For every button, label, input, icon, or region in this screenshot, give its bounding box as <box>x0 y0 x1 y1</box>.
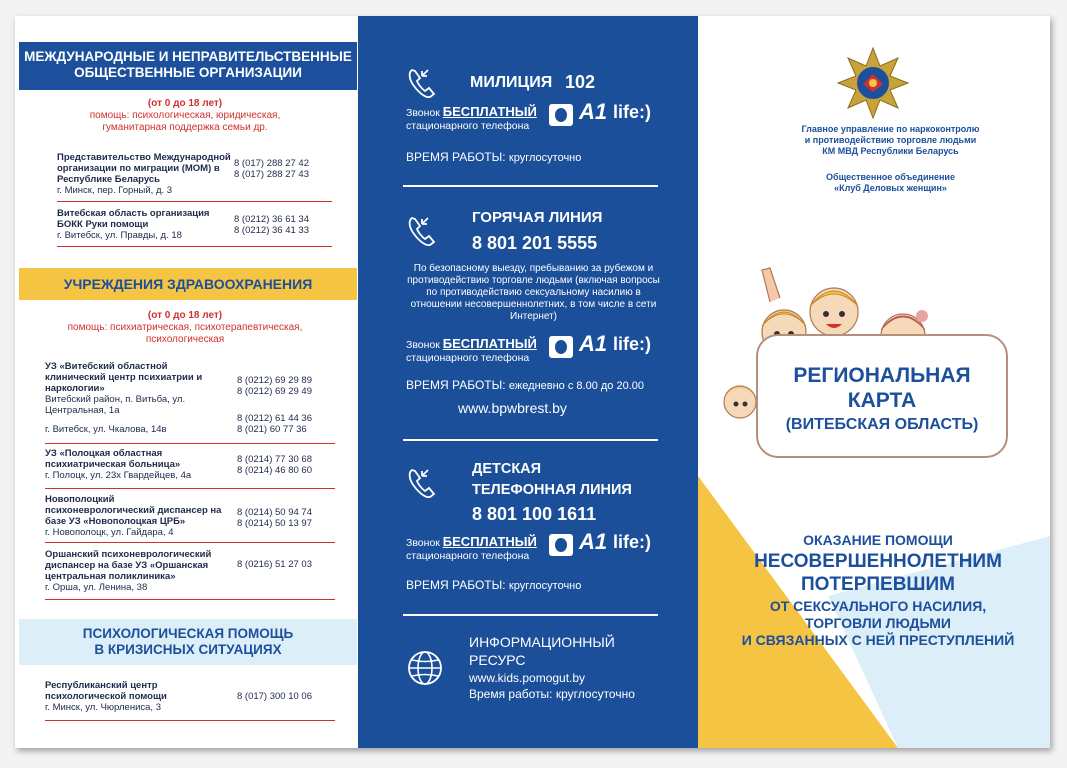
org-phones <box>237 375 317 397</box>
phone-number: 8 (0214) 46 80 60 <box>237 465 313 476</box>
ministry-emblem-icon <box>836 46 910 120</box>
health-entry <box>45 549 335 600</box>
org-line: «Клуб Деловых женщин» <box>834 183 947 193</box>
phone-number: 8 (0216) 51 27 03 <box>237 559 313 570</box>
org-address: г. Минск, пер. Горный, д. 3 <box>57 185 173 196</box>
child-line-title-2: ТЕЛЕФОННАЯ ЛИНИЯ <box>472 482 632 498</box>
operator-mts-logo <box>549 534 573 556</box>
org-address: г. Полоцк, ул. 23х Гвардейцев, 4а <box>45 470 192 481</box>
operator-life-logo: life:) <box>613 102 651 122</box>
phone-number: 8 (0214) 50 94 74 <box>237 507 313 518</box>
phone-number: 8 (021) 60 77 36 <box>237 424 307 435</box>
org-name: УЗ «Полоцкая областная психиатрическая больница» <box>45 448 181 470</box>
hours-value: круглосуточно <box>508 580 582 592</box>
footer-line: ТОРГОВЛИ ЛЮДЬМИ <box>805 615 951 631</box>
child-line-number: 8 801 100 1611 <box>472 504 597 524</box>
org-name: УЗ «Витебский областной клинический центр психиатрии и наркологии» <box>45 361 203 394</box>
org-address: г. Новополоцк, ул. Гайдара, 4 <box>45 527 174 538</box>
phone-number: 8 (0212) 36 41 33 <box>234 225 310 236</box>
org-name: Представительство Международной организации по миграции (МОМ) в Республике Беларусь <box>57 152 231 185</box>
org-phones <box>237 413 317 435</box>
phone-call-icon <box>406 466 442 502</box>
free-call-note <box>406 336 537 364</box>
operator-a1-logo: A1 <box>579 331 608 356</box>
call-prefix: Звонок <box>406 537 440 549</box>
working-hours <box>406 378 644 392</box>
org-address: г. Витебск, ул. Чкалова, 14в <box>45 424 167 435</box>
operator-a1-logo: A1 <box>579 99 608 124</box>
org-phones <box>237 507 317 529</box>
org-address: Витебский район, п. Витьба, ул. Центральная, 1а <box>45 394 186 416</box>
section-header-health: УЧРЕЖДЕНИЯ ЗДРАВООХРАНЕНИЯ <box>19 268 357 300</box>
org-phones <box>237 559 317 570</box>
help-line: помощь: психологическая, юридическая, <box>89 110 281 121</box>
divider <box>403 614 658 616</box>
women-club-org <box>768 172 1013 194</box>
org-address: г. Витебск, ул. Правды, д. 18 <box>57 230 182 241</box>
hours-label: ВРЕМЯ РАБОТЫ: <box>406 578 506 592</box>
phone-number: 8 (017) 300 10 06 <box>237 691 313 702</box>
call-sub: стационарного телефона <box>406 352 530 364</box>
section-title-line: ОБЩЕСТВЕННЫЕ ОРГАНИЗАЦИИ <box>74 65 302 80</box>
org-entry <box>57 152 332 202</box>
call-free-label: БЕСПЛАТНЫЙ <box>442 336 537 351</box>
divider <box>403 439 658 441</box>
hours-value: круглосуточно <box>508 152 582 164</box>
hotline-number: 8 801 201 5555 <box>472 233 598 253</box>
hours-label: ВРЕМЯ РАБОТЫ: <box>406 150 506 164</box>
phone-number: 8 (0212) 36 61 34 <box>234 214 310 225</box>
hours-value: ежедневно с 8.00 до 20.00 <box>508 380 644 392</box>
org-phones <box>237 454 317 476</box>
org-phones <box>234 158 314 180</box>
org-line: Общественное объединение <box>826 172 955 182</box>
org-address: г. Орша, ул. Ленина, 38 <box>45 582 148 593</box>
org-line: Главное управление по наркоконтролю <box>801 124 980 134</box>
police-number: 102 <box>565 72 596 92</box>
phone-number: 8 (0212) 61 44 36 <box>237 413 313 424</box>
region-card <box>756 334 1008 458</box>
footer-line: И СВЯЗАННЫХ С НЕЙ ПРЕСТУПЛЕНИЙ <box>741 632 1015 648</box>
org-phones <box>237 691 317 702</box>
left-panel <box>15 16 358 748</box>
phone-number: 8 (0214) 77 30 68 <box>237 454 313 465</box>
section-header-crisis <box>19 619 357 665</box>
phone-number: 8 (017) 288 27 42 <box>234 158 310 169</box>
org-name: Оршанский психоневрологический диспансер на базе УЗ «Оршанская центральная поликлиника» <box>45 549 212 582</box>
card-title-line1: РЕГИОНАЛЬНАЯ <box>793 364 971 387</box>
org-name: Витебская область организация БОКК Руки помощи <box>57 208 210 230</box>
middle-panel <box>358 16 698 748</box>
org-line: КМ МВД Республики Беларусь <box>822 146 959 156</box>
info-title-1: ИНФОРМАЦИОННЫЙ <box>469 634 615 650</box>
crisis-entry <box>45 680 335 721</box>
footer-line: ОТ СЕКСУАЛЬНОГО НАСИЛИЯ, <box>769 598 987 614</box>
org-name: Новополоцкий психоневрологический диспансер на базе УЗ «Новополоцкая ЦРБ» <box>45 494 222 527</box>
info-website-link[interactable]: www.kids.pomogut.by <box>469 671 586 685</box>
child-line-title-1: ДЕТСКАЯ <box>472 461 542 477</box>
section-title-line: В КРИЗИСНЫХ СИТУАЦИЯХ <box>94 642 282 657</box>
health-entry <box>45 448 335 489</box>
globe-icon <box>406 649 444 687</box>
section-header-international <box>19 42 357 90</box>
info-hours: Время работы: круглосуточно <box>469 687 635 701</box>
operator-life-logo: life:) <box>613 334 651 354</box>
phone-number: 8 (017) 288 27 43 <box>234 169 310 180</box>
hotline-title: ГОРЯЧАЯ ЛИНИЯ <box>472 209 603 226</box>
footer-line: НЕСОВЕРШЕННОЛЕТНИМ <box>754 551 1002 572</box>
card-title-line2: КАРТА <box>847 389 917 412</box>
help-line: помощь: психиатрическая, психотерапевтическая, <box>67 322 303 333</box>
phone-call-icon <box>406 214 442 250</box>
footer-line: ПОТЕРПЕВШИМ <box>800 574 955 595</box>
org-line: и противодействию торговле людьми <box>804 135 977 145</box>
card-title-line3: (ВИТЕБСКАЯ ОБЛАСТЬ) <box>785 416 979 433</box>
age-range: (от 0 до 18 лет) <box>147 98 223 109</box>
health-entry <box>45 361 335 444</box>
free-call-note <box>406 534 537 562</box>
call-prefix: Звонок <box>406 339 440 351</box>
call-free-label: БЕСПЛАТНЫЙ <box>442 104 537 119</box>
help-line: психологическая <box>145 334 225 345</box>
hours-label: ВРЕМЯ РАБОТЫ: <box>406 378 506 392</box>
operator-life-logo: life:) <box>613 532 651 552</box>
info-title-2: РЕСУРС <box>469 652 526 668</box>
phone-call-icon <box>406 66 442 102</box>
divider <box>403 185 658 187</box>
brochure-sheet <box>15 16 1050 748</box>
footer-line: ОКАЗАНИЕ ПОМОЩИ <box>803 532 953 548</box>
health-entry <box>45 494 335 543</box>
hotline-website-link[interactable]: www.bpwbrest.by <box>458 400 567 416</box>
help-note-international <box>45 98 325 134</box>
operator-mts-logo <box>549 104 573 126</box>
help-note-health <box>45 310 325 346</box>
call-prefix: Звонок <box>406 107 440 119</box>
org-address: г. Минск, ул. Чюрлениса, 3 <box>45 702 161 713</box>
call-sub: стационарного телефона <box>406 550 530 562</box>
call-sub: стационарного телефона <box>406 120 530 132</box>
call-free-label: БЕСПЛАТНЫЙ <box>442 534 537 549</box>
hotline-description: По безопасному выезду, пребыванию за рубежом и противодействию торговле людьми (включая вопросы по противодействию сексуальному насилию в отношении несовершеннолетних, в том числе в сети Интернет) <box>407 263 660 322</box>
phone-number: 8 (0212) 69 29 89 <box>237 375 313 386</box>
phone-number: 8 (0214) 50 13 97 <box>237 518 313 529</box>
help-line: гуманитарная поддержка семьи др. <box>102 122 268 133</box>
phone-number: 8 (0212) 69 29 49 <box>237 386 313 397</box>
org-phones <box>234 214 314 236</box>
operator-a1-logo: A1 <box>579 529 608 554</box>
section-title-line: МЕЖДУНАРОДНЫЕ И НЕПРАВИТЕЛЬСТВЕННЫЕ <box>24 49 352 64</box>
free-call-note <box>406 104 537 132</box>
org-entry <box>57 208 332 247</box>
org-name: Республиканский центр психологической помощи <box>45 680 167 702</box>
working-hours <box>406 150 581 164</box>
ministry-org <box>768 124 1013 157</box>
right-panel <box>698 16 1050 748</box>
working-hours <box>406 578 581 592</box>
section-title-line: ПСИХОЛОГИЧЕСКАЯ ПОМОЩЬ <box>82 626 294 641</box>
police-title: МИЛИЦИЯ <box>470 74 553 91</box>
age-range: (от 0 до 18 лет) <box>147 310 223 321</box>
operator-mts-logo <box>549 336 573 358</box>
